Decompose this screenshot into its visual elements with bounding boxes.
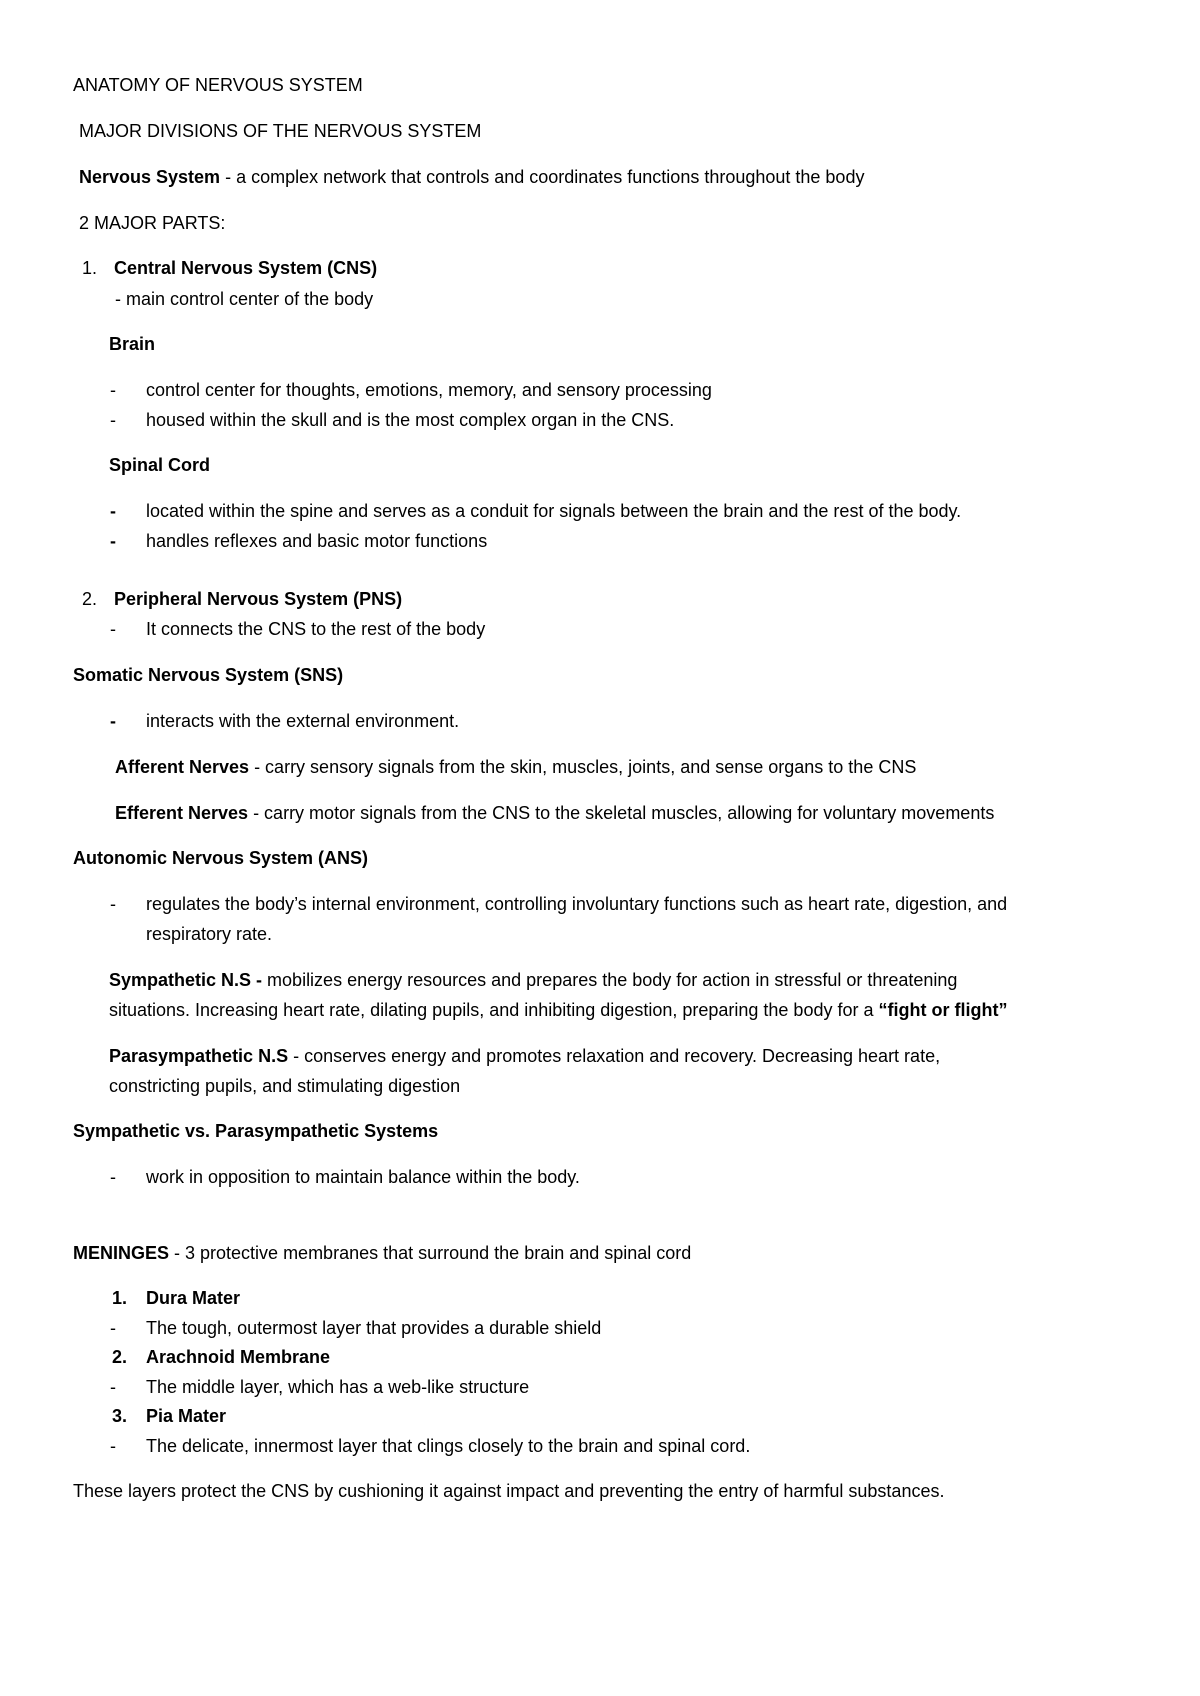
nervous-system-definition xyxy=(79,167,864,189)
parasympathetic-line-2: constricting pupils, and stimulating digestion xyxy=(109,1076,461,1096)
parasympathetic-line-1 xyxy=(109,1046,940,1068)
spinal-cord-title: Spinal Cord xyxy=(109,455,211,475)
layer-number-3: 3. xyxy=(112,1406,128,1426)
sympathetic-text-2: situations. Increasing heart rate, dilating pupils, and inhibiting digestion, preparing the body for a xyxy=(109,1000,879,1020)
parasympathetic-text-1: - conserves energy and promotes relaxation and recovery. Decreasing heart rate, xyxy=(288,1046,941,1066)
pia-mater-name: Pia Mater xyxy=(146,1406,227,1426)
bullet-dash: - xyxy=(110,1167,116,1187)
brain-title: Brain xyxy=(109,334,156,354)
cns-title: Central Nervous System (CNS) xyxy=(114,258,378,278)
arachnoid-name: Arachnoid Membrane xyxy=(146,1347,331,1367)
bullet-dash: - xyxy=(110,711,116,731)
sns-bullet: interacts with the external environment. xyxy=(146,711,460,731)
comparison-title: Sympathetic vs. Parasympathetic Systems xyxy=(73,1121,439,1141)
efferent-text: - carry motor signals from the CNS to the skeletal muscles, allowing for voluntary movements xyxy=(248,803,995,823)
sympathetic-term: Sympathetic N.S - xyxy=(109,970,263,990)
document-title: ANATOMY OF NERVOUS SYSTEM xyxy=(73,75,363,95)
bullet-dash: - xyxy=(110,501,116,521)
nervous-system-term: Nervous System xyxy=(79,167,221,187)
spinal-cord-bullet-2: handles reflexes and basic motor functions xyxy=(146,531,488,551)
ans-bullet-line-1: regulates the body’s internal environment, controlling involuntary functions such as heart rate, digestion, and xyxy=(146,894,1008,914)
layer-number-1: 1. xyxy=(112,1288,128,1308)
cns-description: - main control center of the body xyxy=(115,289,374,309)
bullet-dash: - xyxy=(110,619,116,639)
bullet-dash: - xyxy=(110,1318,116,1338)
afferent-nerves xyxy=(115,757,916,779)
section-heading: MAJOR DIVISIONS OF THE NERVOUS SYSTEM xyxy=(79,121,482,141)
pns-title: Peripheral Nervous System (PNS) xyxy=(114,589,403,609)
sympathetic-line-2 xyxy=(109,1000,1007,1022)
fight-or-flight: “fight or flight” xyxy=(878,1000,1008,1020)
meninges-definition xyxy=(73,1243,691,1265)
spinal-cord-bullet-1: located within the spine and serves as a conduit for signals between the brain and the rest of the body. xyxy=(146,501,962,521)
brain-bullet-2: housed within the skull and is the most complex organ in the CNS. xyxy=(146,410,675,430)
bullet-dash: - xyxy=(110,410,116,430)
ans-bullet-line-2: respiratory rate. xyxy=(146,924,273,944)
sympathetic-text-1: mobilizes energy resources and prepares the body for action in stressful or threatening xyxy=(262,970,958,990)
arachnoid-description: The middle layer, which has a web-like structure xyxy=(146,1377,530,1397)
comparison-bullet: work in opposition to maintain balance within the body. xyxy=(146,1167,580,1187)
parts-heading: 2 MAJOR PARTS: xyxy=(79,213,226,233)
pns-number: 2. xyxy=(82,589,98,609)
bullet-dash: - xyxy=(110,380,116,400)
afferent-text: - carry sensory signals from the skin, muscles, joints, and sense organs to the CNS xyxy=(249,757,917,777)
bullet-dash: - xyxy=(110,894,116,914)
ans-title: Autonomic Nervous System (ANS) xyxy=(73,848,369,868)
bullet-dash: - xyxy=(110,531,116,551)
bullet-dash: - xyxy=(110,1436,116,1456)
pia-mater-description: The delicate, innermost layer that clings closely to the brain and spinal cord. xyxy=(146,1436,751,1456)
dura-mater-name: Dura Mater xyxy=(146,1288,241,1308)
parasympathetic-term: Parasympathetic N.S xyxy=(109,1046,289,1066)
dura-mater-description: The tough, outermost layer that provides a durable shield xyxy=(146,1318,602,1338)
layer-number-2: 2. xyxy=(112,1347,128,1367)
pns-bullet: It connects the CNS to the rest of the body xyxy=(146,619,486,639)
efferent-term: Efferent Nerves xyxy=(115,803,249,823)
cns-number: 1. xyxy=(82,258,98,278)
meninges-term: MENINGES xyxy=(73,1243,170,1263)
meninges-conclusion: These layers protect the CNS by cushioning it against impact and preventing the entry of harmful substances. xyxy=(73,1481,945,1501)
brain-bullet-1: control center for thoughts, emotions, memory, and sensory processing xyxy=(146,380,712,400)
efferent-nerves xyxy=(115,803,994,825)
sympathetic-line-1 xyxy=(109,970,957,992)
meninges-text: - 3 protective membranes that surround the brain and spinal cord xyxy=(169,1243,692,1263)
afferent-term: Afferent Nerves xyxy=(115,757,250,777)
nervous-system-text: - a complex network that controls and coordinates functions throughout the body xyxy=(220,167,865,187)
bullet-dash: - xyxy=(110,1377,116,1397)
sns-title: Somatic Nervous System (SNS) xyxy=(73,665,344,685)
